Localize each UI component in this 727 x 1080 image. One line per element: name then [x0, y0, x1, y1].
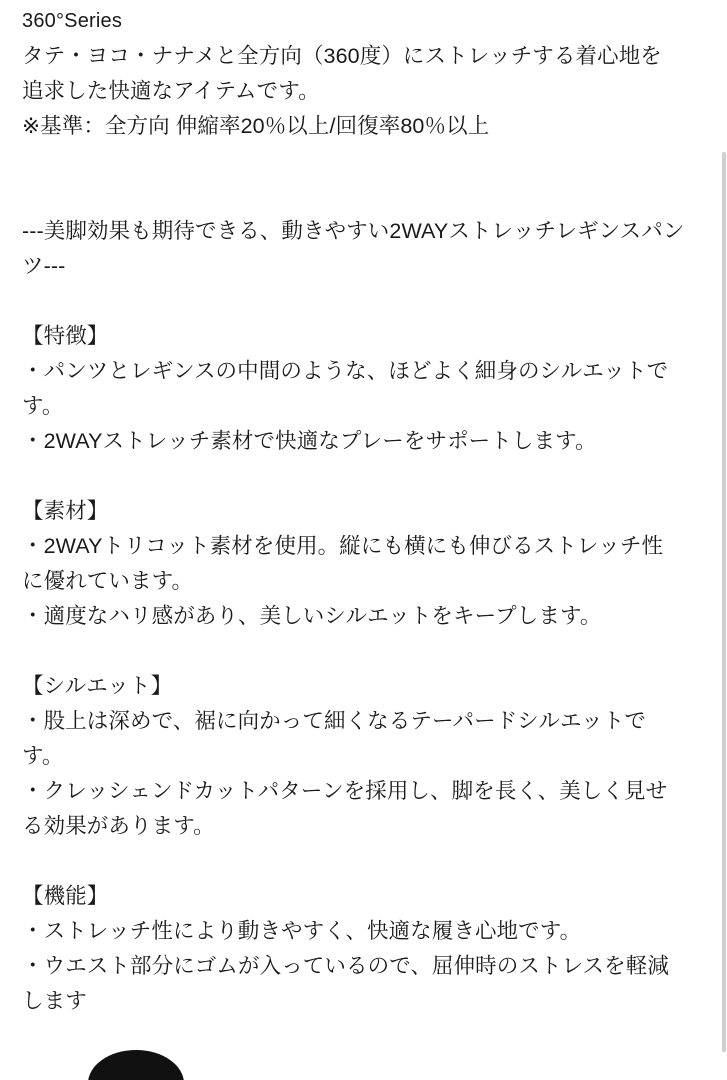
features-2: ・2WAYストレッチ素材で快適なプレーをサポートします。: [22, 429, 597, 453]
heading-features: 【特徴】: [22, 324, 109, 348]
blank-line: [22, 284, 705, 319]
heading-material: 【素材】: [22, 499, 109, 523]
tagline-2: ツ---: [22, 254, 66, 278]
silhouette-2b: る効果があります。: [22, 814, 215, 838]
blank-line: [22, 179, 705, 214]
silhouette-1b: す。: [22, 744, 64, 768]
vertical-scrollbar[interactable]: [721, 0, 727, 1080]
silhouette-2a: ・クレッシェンドカットパターンを採用し、脚を長く、美しく見せ: [22, 779, 668, 803]
material-1b: に優れています。: [22, 569, 194, 593]
silhouette-1a: ・股上は深めで、裾に向かって細くなるテーパードシルエットで: [22, 709, 646, 733]
document-body: [22, 0, 705, 1019]
function-2b: します: [22, 989, 87, 1013]
series-standard: ※基準：全方向 伸縮率20％以上/回復率80％以上: [22, 114, 490, 138]
blank-line: [22, 459, 705, 494]
material-1a: ・2WAYトリコット素材を使用。縦にも横にも伸びるストレッチ性: [22, 534, 664, 558]
scrollbar-thumb[interactable]: [722, 152, 726, 1052]
series-heading: 360°Series: [22, 10, 123, 32]
features-1a: ・パンツとレギンスの中間のような、ほどよく細身のシルエットで: [22, 359, 669, 383]
tagline-1: ---美脚効果も期待できる、動きやすい2WAYストレッチレギンスパン: [22, 219, 685, 243]
blank-line: [22, 144, 705, 179]
blank-line: [22, 634, 705, 669]
function-1: ・ストレッチ性により動きやすく、快適な履き心地です。: [22, 919, 582, 943]
features-1b: す。: [22, 394, 64, 418]
function-2a: ・ウエスト部分にゴムが入っているので、屈伸時のストレスを軽減: [22, 954, 669, 978]
series-desc-2: 追求した快適なアイテムです。: [22, 79, 320, 103]
heading-silhouette: 【シルエット】: [22, 674, 173, 698]
series-desc-1: タテ・ヨコ・ナナメと全方向（360度）にストレッチする着心地を: [22, 44, 662, 68]
bottom-left-image-thumbnail: [88, 1050, 184, 1080]
blank-line: [22, 844, 705, 879]
heading-function: 【機能】: [22, 884, 109, 908]
material-2: ・適度なハリ感があり、美しいシルエットをキープします。: [22, 604, 602, 628]
